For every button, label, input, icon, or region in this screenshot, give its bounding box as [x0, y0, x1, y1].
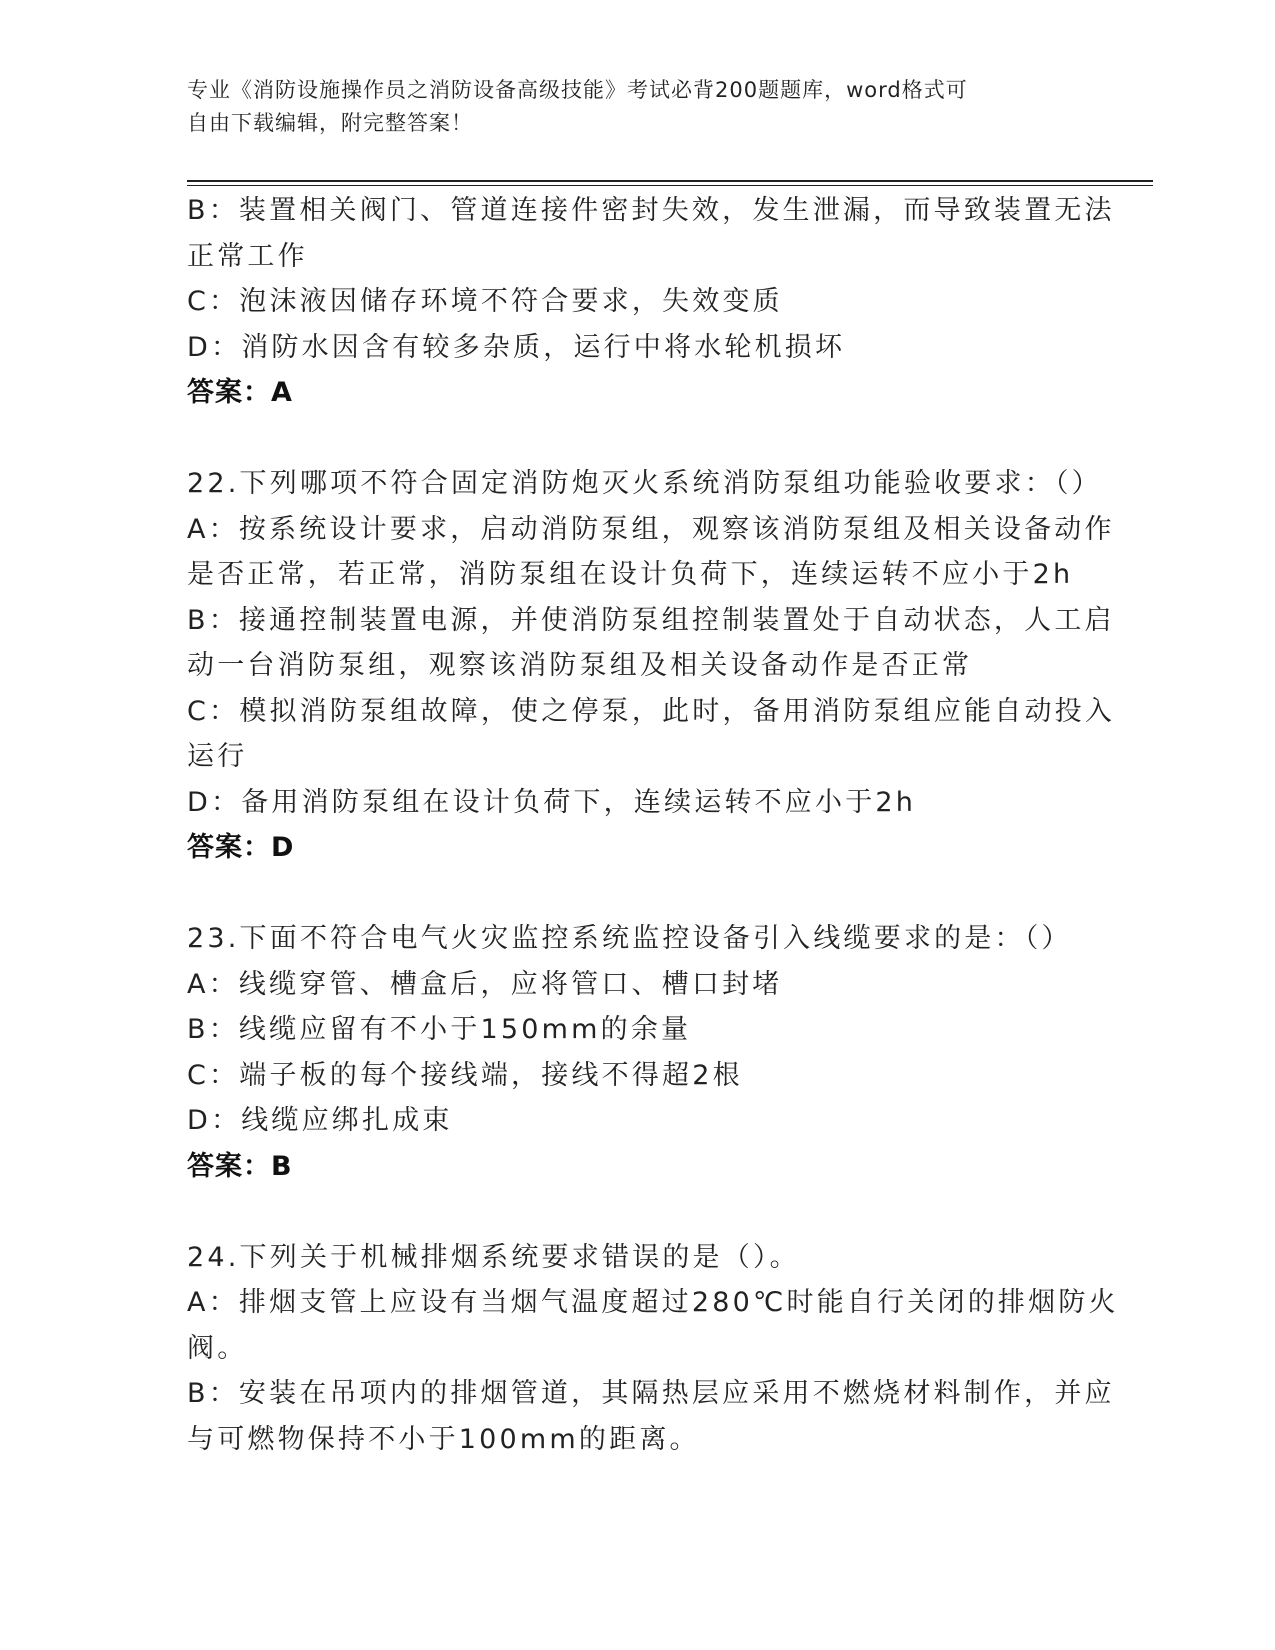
option-c: C：端子板的每个接线端，接线不得超2根: [187, 1059, 743, 1091]
option-b-line-1: B：装置相关阀门、管道连接件密封失效，发生泄漏，而导致装置无法: [187, 195, 1115, 226]
option-b: B：线缆应留有不小于150mm的余量: [187, 1014, 692, 1045]
header-rule-thick: [187, 180, 1153, 182]
option-d: D：备用消防泵组在设计负荷下，连续运转不应小于2h: [187, 786, 917, 818]
answer: 答案：A: [187, 377, 293, 408]
question-block-23: [187, 916, 1072, 1189]
option-a-line-1: A：排烟支管上应设有当烟气温度超过280℃时能自行关闭的排烟防火: [187, 1287, 1119, 1318]
header-title-line-1: 专业《消防设施操作员之消防设备高级技能》考试必背200题题库，word格式可: [187, 78, 968, 102]
spacer: [187, 416, 1067, 462]
option-d: D：消防水因含有较多杂质，运行中将水轮机损坏: [187, 331, 846, 363]
document-body: [187, 188, 1119, 1462]
option-a-line-2: 阀。: [187, 1332, 248, 1364]
option-c: C：泡沫液因储存环境不符合要求，失效变质: [187, 286, 783, 317]
option-d: D：线缆应绑扎成束: [187, 1105, 453, 1136]
option-a-line-1: A：按系统设计要求，启动消防泵组，观察该消防泵组及相关设备动作: [187, 513, 1115, 545]
document-header: [187, 74, 1067, 140]
answer: 答案：D: [187, 832, 295, 863]
question-text: 22.下列哪项不符合固定消防炮灭火系统消防泵组功能验收要求：（）: [187, 468, 1102, 499]
header-rule-thin: [187, 185, 1153, 186]
option-b-line-1: B：接通控制装置电源，并使消防泵组控制装置处于自动状态，人工启: [187, 604, 1115, 636]
question-block-21: [187, 188, 1115, 416]
option-c-line-1: C：模拟消防泵组故障，使之停泵，此时，备用消防泵组应能自动投入: [187, 695, 1116, 727]
option-b-line-2: 动一台消防泵组，观察该消防泵组及相关设备动作是否正常: [187, 650, 973, 681]
option-c-line-2: 运行: [187, 741, 248, 772]
question-text: 23.下面不符合电气火灾监控系统监控设备引入线缆要求的是：（）: [187, 923, 1072, 954]
option-b-line-1: B：安装在吊项内的排烟管道，其隔热层应采用不燃烧材料制作，并应: [187, 1378, 1115, 1409]
option-a: A：线缆穿管、槽盒后，应将管口、槽口封堵: [187, 968, 783, 1000]
question-block-24: [187, 1235, 1119, 1463]
option-b-line-2: 正常工作: [187, 240, 308, 272]
option-a-line-2: 是否正常，若正常，消防泵组在设计负荷下，连续运转不应小于2h: [187, 559, 1074, 590]
question-block-22: [187, 461, 1116, 871]
header-title-line-2: 自由下载编辑，附完整答案！: [187, 111, 473, 135]
spacer: [187, 871, 1067, 917]
option-b-line-2: 与可燃物保持不小于100mm的距离。: [187, 1423, 700, 1455]
question-text: 24.下列关于机械排烟系统要求错误的是（）。: [187, 1241, 800, 1273]
answer: 答案：B: [187, 1150, 293, 1182]
spacer: [187, 1189, 1067, 1235]
